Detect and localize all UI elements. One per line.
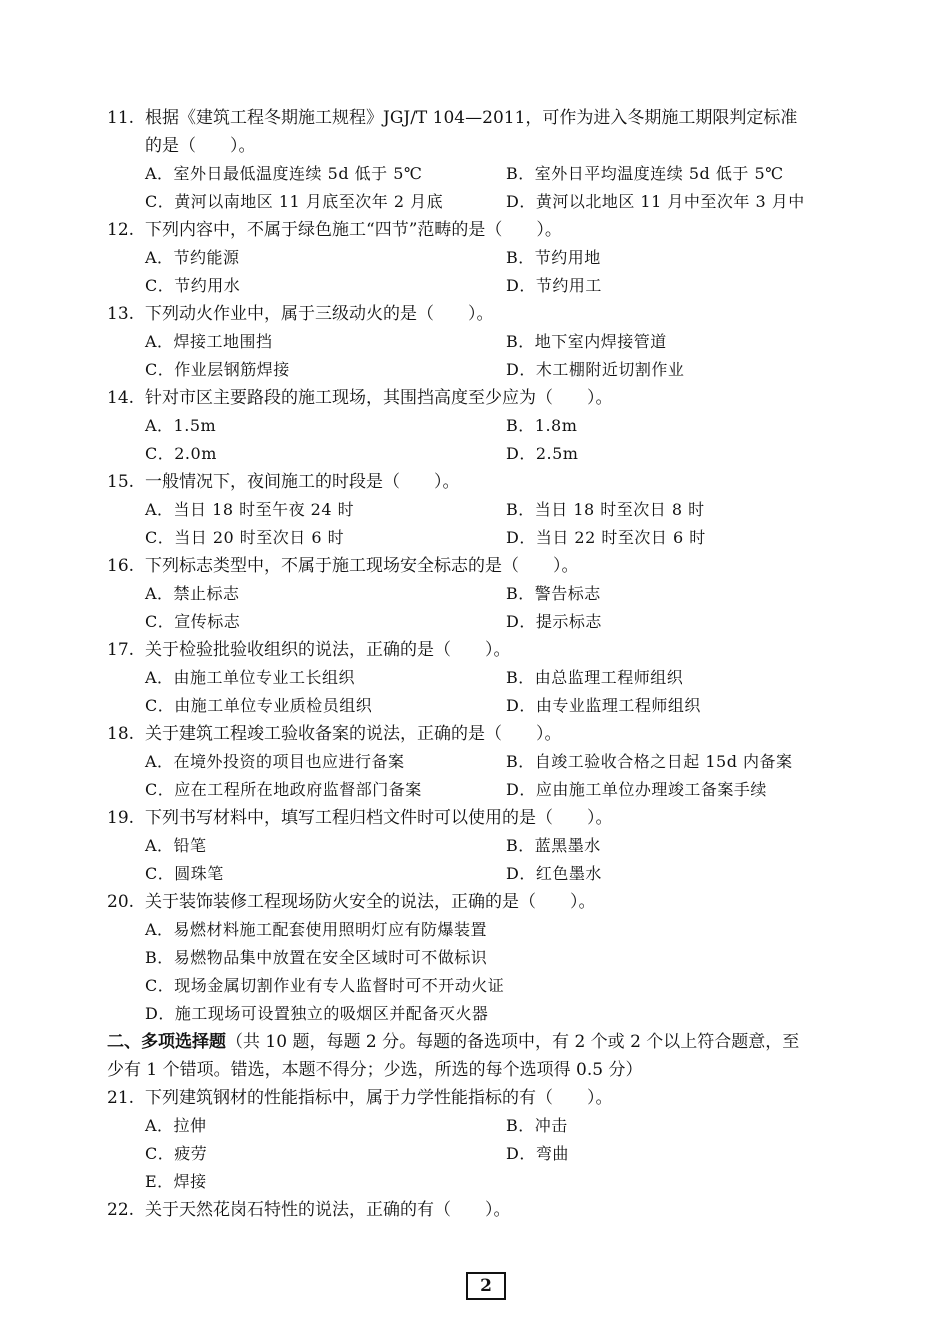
option-c: C．现场金属切割作业有专人监督时可不开动火证 xyxy=(145,976,505,995)
section-description-continued: 少有 1 个错项。错选，本题不得分；少选，所选的每个选项得 0.5 分） xyxy=(107,1060,643,1080)
option-d: D．节约用工 xyxy=(506,276,602,295)
question-number: 11. xyxy=(107,108,135,128)
question-number: 22. xyxy=(107,1200,135,1220)
options-row xyxy=(107,440,867,468)
option-a: A．在境外投资的项目也应进行备案 xyxy=(145,752,405,771)
option-a: A．铅笔 xyxy=(145,836,207,855)
option-a: A．易燃材料施工配套使用照明灯应有防爆装置 xyxy=(145,920,488,939)
option-b: B．室外日平均温度连续 5d 低于 5℃ xyxy=(506,164,784,183)
option-b: B．冲击 xyxy=(506,1116,568,1135)
question-text: 一般情况下，夜间施工的时段是（ ）。 xyxy=(145,472,460,492)
options-row xyxy=(107,608,867,636)
options-row xyxy=(107,244,867,272)
question-number: 19. xyxy=(107,808,135,828)
option-b: B．由总监理工程师组织 xyxy=(506,668,684,687)
question-text-continued: 的是（ ）。 xyxy=(145,136,256,156)
option-a: A．焊接工地围挡 xyxy=(145,332,273,351)
question-text: 关于检验批验收组织的说法，正确的是（ ）。 xyxy=(145,640,511,660)
option-d: D．弯曲 xyxy=(506,1144,569,1163)
options-row xyxy=(107,1140,867,1168)
options-row xyxy=(107,272,867,300)
question-text: 针对市区主要路段的施工现场，其围挡高度至少应为（ ）。 xyxy=(145,388,613,408)
option-d: D．红色墨水 xyxy=(506,864,602,883)
option-a: A．拉伸 xyxy=(145,1116,207,1135)
question-12 xyxy=(107,216,867,244)
question-text: 下列标志类型中，不属于施工现场安全标志的是（ ）。 xyxy=(145,556,579,576)
options-row xyxy=(107,692,867,720)
question-number: 15. xyxy=(107,472,135,492)
option-b: B．当日 18 时至次日 8 时 xyxy=(506,500,705,519)
option-b: B．警告标志 xyxy=(506,584,601,603)
question-22 xyxy=(107,1196,867,1224)
option-c: C．节约用水 xyxy=(145,276,241,295)
question-21 xyxy=(107,1084,867,1112)
option-c: C．当日 20 时至次日 6 时 xyxy=(145,528,345,547)
option-c: C．黄河以南地区 11 月底至次年 2 月底 xyxy=(145,192,444,211)
question-11 xyxy=(107,104,867,132)
option-b: B．地下室内焊接管道 xyxy=(506,332,667,351)
options-row xyxy=(107,748,867,776)
section-heading xyxy=(107,1028,867,1056)
option-d: D．提示标志 xyxy=(506,612,602,631)
option-a: A．1.5m xyxy=(145,416,217,435)
question-text: 根据《建筑工程冬期施工规程》JGJ/T 104—2011，可作为进入冬期施工期限判定标准 xyxy=(145,108,798,128)
option-c: C．作业层钢筋焊接 xyxy=(145,360,290,379)
option-c: C．2.0m xyxy=(145,444,217,463)
options-row xyxy=(107,356,867,384)
options-row xyxy=(107,776,867,804)
option-b: B．自竣工验收合格之日起 15d 内备案 xyxy=(506,752,793,771)
option-b: B．蓝黑墨水 xyxy=(506,836,601,855)
option-d: D．木工棚附近切割作业 xyxy=(506,360,685,379)
option-b: B．节约用地 xyxy=(506,248,601,267)
question-number: 12. xyxy=(107,220,135,240)
question-number: 20. xyxy=(107,892,135,912)
options-row xyxy=(107,832,867,860)
option-a: A．当日 18 时至午夜 24 时 xyxy=(145,500,355,519)
options-row xyxy=(107,412,867,440)
options-row xyxy=(107,160,867,188)
question-list xyxy=(107,104,867,1224)
option-a: A．由施工单位专业工长组织 xyxy=(145,668,356,687)
options-row xyxy=(107,860,867,888)
question-text: 下列建筑钢材的性能指标中，属于力学性能指标的有（ ）。 xyxy=(145,1088,613,1108)
question-15 xyxy=(107,468,867,496)
option-d: D．当日 22 时至次日 6 时 xyxy=(506,528,706,547)
option-a: A．室外日最低温度连续 5d 低于 5℃ xyxy=(145,164,423,183)
section-description: （共 10 题，每题 2 分。每题的备选项中，有 2 个或 2 个以上符合题意，至 xyxy=(226,1032,800,1052)
question-text: 下列内容中，不属于绿色施工“四节”范畴的是（ ）。 xyxy=(145,220,562,240)
question-13 xyxy=(107,300,867,328)
option-e: E．焊接 xyxy=(145,1172,207,1191)
options-row xyxy=(107,496,867,524)
question-text: 关于天然花岗石特性的说法，正确的有（ ）。 xyxy=(145,1200,511,1220)
question-text: 下列书写材料中，填写工程归档文件时可以使用的是（ ）。 xyxy=(145,808,613,828)
question-text: 关于建筑工程竣工验收备案的说法，正确的是（ ）。 xyxy=(145,724,562,744)
question-17 xyxy=(107,636,867,664)
question-14 xyxy=(107,384,867,412)
section-title: 二、多项选择题 xyxy=(107,1032,226,1052)
question-number: 16. xyxy=(107,556,135,576)
question-16 xyxy=(107,552,867,580)
question-18 xyxy=(107,720,867,748)
question-number: 13. xyxy=(107,304,135,324)
question-text: 下列动火作业中，属于三级动火的是（ ）。 xyxy=(145,304,494,324)
options-row xyxy=(107,188,867,216)
options-row xyxy=(107,664,867,692)
option-c: C．疲劳 xyxy=(145,1144,208,1163)
options-row xyxy=(107,328,867,356)
options-row xyxy=(107,580,867,608)
page-number: 2 xyxy=(466,1272,506,1300)
option-d: D．黄河以北地区 11 月中至次年 3 月中 xyxy=(506,192,805,211)
question-number: 17. xyxy=(107,640,135,660)
options-row xyxy=(107,1112,867,1140)
option-c: C．宣传标志 xyxy=(145,612,241,631)
question-number: 14. xyxy=(107,388,135,408)
question-number: 21. xyxy=(107,1088,135,1108)
option-a: A．节约能源 xyxy=(145,248,240,267)
question-text: 关于装饰装修工程现场防火安全的说法，正确的是（ ）。 xyxy=(145,892,596,912)
options-row xyxy=(107,524,867,552)
option-c: C．由施工单位专业质检员组织 xyxy=(145,696,373,715)
option-d: D．应由施工单位办理竣工备案手续 xyxy=(506,780,767,799)
option-c: C．应在工程所在地政府监督部门备案 xyxy=(145,780,422,799)
option-d: D．施工现场可设置独立的吸烟区并配备灭火器 xyxy=(145,1004,489,1023)
option-d: D．由专业监理工程师组织 xyxy=(506,696,701,715)
question-20 xyxy=(107,888,867,916)
option-c: C．圆珠笔 xyxy=(145,864,224,883)
option-a: A．禁止标志 xyxy=(145,584,240,603)
option-b: B．1.8m xyxy=(506,416,578,435)
question-19 xyxy=(107,804,867,832)
question-number: 18. xyxy=(107,724,135,744)
option-d: D．2.5m xyxy=(506,444,579,463)
option-b: B．易燃物品集中放置在安全区域时可不做标识 xyxy=(145,948,488,967)
